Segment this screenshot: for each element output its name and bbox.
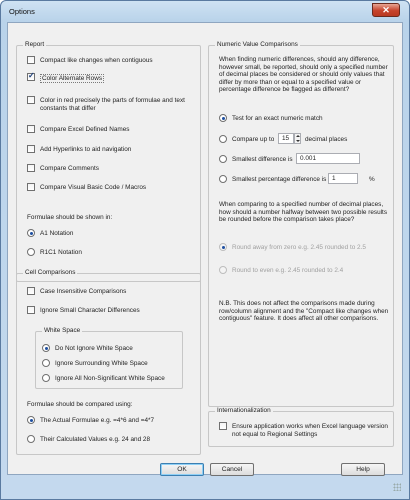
option-label: Ignore Small Character Differences bbox=[40, 307, 140, 314]
radio-button[interactable] bbox=[219, 266, 227, 274]
checkbox[interactable] bbox=[27, 287, 35, 295]
resize-grip-icon[interactable] bbox=[393, 483, 401, 491]
radio-button[interactable] bbox=[42, 344, 50, 352]
option-label: Compare Excel Defined Names bbox=[40, 126, 130, 133]
radio-button[interactable] bbox=[219, 243, 227, 251]
whitespace-title: White Space bbox=[44, 327, 81, 334]
smallest-percentage-input[interactable]: 1 bbox=[328, 173, 358, 184]
dialog-client-area bbox=[7, 22, 403, 475]
checkbox[interactable] bbox=[27, 73, 35, 81]
cancel-button[interactable]: Cancel bbox=[210, 463, 254, 476]
option-label: Add Hyperlinks to aid navigation bbox=[40, 146, 132, 153]
option-label: Ignore All Non-Significant White Space bbox=[55, 375, 165, 382]
radio-exact-match[interactable] bbox=[219, 115, 323, 123]
option-label: Case Insensitive Comparisons bbox=[40, 288, 127, 295]
option-ignore-small-chars[interactable] bbox=[27, 307, 140, 315]
option-color-alternate-rows[interactable] bbox=[27, 74, 104, 83]
option-label: Compare Comments bbox=[40, 165, 99, 172]
radio-button[interactable] bbox=[42, 359, 50, 367]
numeric-comparisons-title: Numeric Value Comparisons bbox=[217, 41, 298, 48]
radio-r1c1-notation[interactable] bbox=[27, 249, 82, 257]
radio-actual-formulae[interactable] bbox=[27, 417, 154, 425]
cell-comparisons-title: Cell Comparisons bbox=[25, 269, 76, 276]
option-label: Color Alternate Rows bbox=[42, 75, 103, 82]
radio-button[interactable] bbox=[27, 229, 35, 237]
checkbox[interactable] bbox=[27, 183, 35, 191]
option-label: Round away from zero e.g. 2.45 rounded to 2.5 bbox=[232, 244, 366, 251]
report-group-title: Report bbox=[25, 41, 45, 48]
option-label: Compare up to bbox=[232, 136, 275, 143]
checkbox[interactable] bbox=[27, 306, 35, 314]
option-color-red-differences[interactable] bbox=[27, 97, 197, 112]
radio-a1-notation[interactable] bbox=[27, 230, 73, 238]
option-add-hyperlinks[interactable] bbox=[27, 146, 131, 154]
option-label: Ensure application works when Excel language version not equal to Regional Settings bbox=[232, 423, 388, 438]
close-icon: ✕ bbox=[382, 5, 390, 15]
checkbox[interactable] bbox=[27, 145, 35, 153]
whitespace-group bbox=[35, 327, 183, 389]
option-label: Do Not Ignore White Space bbox=[55, 345, 133, 352]
halfway-question-text: When comparing to a specified number of decimal places, how should a number halfway between two possible results be rounded before the comparison takes place? bbox=[219, 201, 388, 224]
checkbox[interactable] bbox=[219, 422, 227, 430]
numeric-comparisons-group bbox=[208, 41, 394, 407]
report-group bbox=[16, 41, 201, 282]
radio-round-to-even[interactable] bbox=[219, 267, 343, 275]
radio-button[interactable] bbox=[219, 155, 227, 163]
radio-ignore-surrounding-whitespace[interactable] bbox=[42, 360, 148, 368]
decimal-places-suffix: decimal places bbox=[305, 136, 348, 143]
checkbox[interactable] bbox=[27, 164, 35, 172]
help-button[interactable]: Help bbox=[341, 463, 385, 476]
decimal-places-input[interactable]: 15 bbox=[278, 133, 294, 144]
decimal-places-spinner[interactable] bbox=[294, 133, 301, 144]
numeric-question-text: When finding numeric differences, should any difference, however small, be reported, should only a specified number of decimal places be considered or should only values that differ by more than or equal to a specified value or percentage difference be flagged as different? bbox=[219, 56, 388, 94]
radio-button[interactable] bbox=[219, 114, 227, 122]
option-label: Smallest difference is bbox=[232, 156, 293, 163]
radio-round-away-from-zero[interactable] bbox=[219, 244, 366, 252]
radio-button[interactable] bbox=[27, 416, 35, 424]
option-label: Compare Visual Basic Code / Macros bbox=[40, 184, 147, 191]
option-label: Test for an exact numeric match bbox=[232, 115, 323, 122]
option-compare-defined-names[interactable] bbox=[27, 126, 130, 134]
formulae-shown-label: Formulae should be shown in: bbox=[27, 214, 113, 221]
radio-smallest-difference[interactable] bbox=[219, 156, 293, 164]
radio-compare-decimal-places[interactable] bbox=[219, 136, 274, 144]
option-case-insensitive[interactable] bbox=[27, 288, 126, 296]
option-label: Round to even e.g. 2.45 rounded to 2.4 bbox=[232, 267, 344, 274]
smallest-difference-input[interactable]: 0.001 bbox=[296, 153, 360, 164]
cell-comparisons-group bbox=[16, 269, 201, 455]
radio-button[interactable] bbox=[27, 248, 35, 256]
option-compare-comments[interactable] bbox=[27, 165, 99, 173]
radio-calculated-values[interactable] bbox=[27, 436, 150, 444]
radio-button[interactable] bbox=[42, 374, 50, 382]
option-label: The Actual Formulae e.g. =4*6 and =4*7 bbox=[40, 417, 155, 424]
checkbox[interactable] bbox=[27, 96, 35, 104]
option-compact-like-changes[interactable] bbox=[27, 57, 153, 65]
option-label: A1 Notation bbox=[40, 230, 74, 237]
option-label: Compact like changes when contiguous bbox=[40, 57, 153, 64]
close-button[interactable] bbox=[372, 3, 400, 17]
percent-unit: % bbox=[369, 176, 375, 183]
option-label: Color in red precisely the parts of formulae and text constants that differ bbox=[40, 97, 185, 112]
radio-smallest-percentage[interactable] bbox=[219, 176, 326, 184]
option-label: Their Calculated Values e.g. 24 and 28 bbox=[40, 436, 151, 443]
window-title: Options bbox=[9, 7, 35, 16]
internationalization-title: Internationalization bbox=[217, 407, 271, 414]
checkbox[interactable] bbox=[27, 56, 35, 64]
radio-no-ignore-whitespace[interactable] bbox=[42, 345, 133, 353]
numeric-note-text: N.B. This does not affect the comparisons made during row/column alignment and the "Compact like changes when contiguous" feature. It does affect all other comparisons. bbox=[219, 300, 389, 323]
title-bar[interactable] bbox=[1, 1, 409, 21]
option-ensure-language-works[interactable] bbox=[219, 423, 391, 438]
internationalization-group bbox=[208, 407, 394, 447]
ok-button[interactable]: OK bbox=[160, 463, 204, 476]
checkbox[interactable] bbox=[27, 125, 35, 133]
radio-button[interactable] bbox=[219, 175, 227, 183]
option-label: R1C1 Notation bbox=[40, 249, 82, 256]
radio-ignore-all-whitespace[interactable] bbox=[42, 375, 165, 383]
option-label: Ignore Surrounding White Space bbox=[55, 360, 148, 367]
radio-button[interactable] bbox=[219, 135, 227, 143]
formulae-compared-label: Formulae should be compared using: bbox=[27, 401, 133, 408]
option-label: Smallest percentage difference is bbox=[232, 176, 327, 183]
option-compare-vba[interactable] bbox=[27, 184, 146, 192]
radio-button[interactable] bbox=[27, 435, 35, 443]
